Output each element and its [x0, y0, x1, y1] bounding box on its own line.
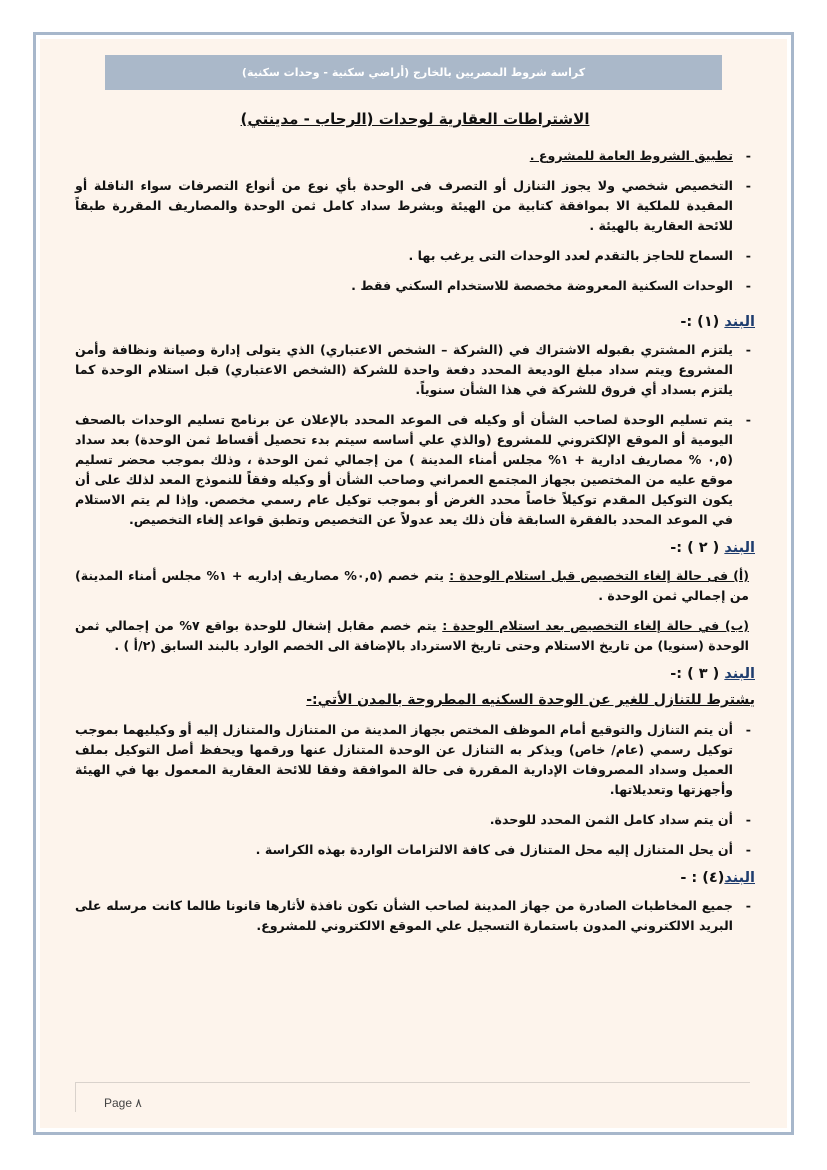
section-number: ( ٢ ) :-	[670, 540, 725, 556]
list-item	[75, 340, 755, 400]
intro-item-text: تطبيق الشروط العامة للمشروع .	[529, 148, 733, 163]
section2-paragraph-a	[75, 566, 755, 606]
section-heading-2	[75, 540, 755, 556]
section-heading-1	[75, 314, 755, 330]
dash-bullet: -	[745, 842, 751, 857]
list-item	[75, 810, 755, 830]
section3-subheading: يشترط للتنازل للغير عن الوحدة السكنيه المطروحة بالمدن الأتي:-	[306, 692, 755, 708]
section4-item-text: جميع المخاطبات الصادرة من جهاز المدينة لصاحب الشأن تكون نافذة لأثارها قانونا طالما كانت مرسله على البريد الالكتروني المدون باستمارة التسجيل علي الموقع الالكتروني للمشروع.	[75, 898, 733, 933]
list-item	[75, 410, 755, 530]
section-heading-3	[75, 666, 755, 682]
list-item	[75, 246, 755, 266]
main-title: الاشتراطات العقارية لوحدات (الرحاب - مدينتي)	[240, 110, 590, 128]
header-banner	[105, 55, 722, 90]
section1-item-text: يلتزم المشتري بقبوله الاشتراك في (الشركة – الشخص الاعتباري) الذي يتولى إدارة وصيانة ونظافة وأمن المشروع ويتم سداد مبلغ الوديعة المحدد دفعة واحدة للشركة (الشخص الاعتباري) قبل استلام الوحدة كما يلتزم بسداد أي فروق للشركة في هذا الشأن سنوياً.	[75, 342, 733, 397]
dash-bullet: -	[745, 722, 751, 737]
dash-bullet: -	[745, 412, 751, 427]
intro-item-text: الوحدات السكنية المعروضة مخصصة للاستخدام السكني فقط .	[351, 278, 733, 293]
dash-bullet: -	[745, 248, 751, 263]
list-item	[75, 146, 755, 166]
list-item	[75, 840, 755, 860]
section3-item-text: أن يتم التنازل والتوقيع أمام الموظف المختص بجهاز المدينة من المتنازل والمتنازل إليه أو وكيليهما بموجب توكيل رسمي (عام/ خاص) ويذكر به التنازل عن الوحدة المتنازل عنها ورقمها ويحفظ أصل التوكيل بملف العميل وسداد المصروفات الإدارية المقررة فى حالة الموافقة وفقا للائحة العقارية المعمول بها في الهيئة وأجهزتها وتعديلاتها.	[75, 722, 733, 797]
section-word: البند	[724, 666, 755, 682]
section-word: البند	[724, 314, 755, 330]
section1-item-text: يتم تسليم الوحدة لصاحب الشأن أو وكيله فى الموعد المحدد بالإعلان عن برنامج تسليم الوحدات بالصحف اليومية أو الموقع الإلكتروني للمشروع (والذي علي أساسه سيتم بدء تحصيل أقساط ثمن الوحدة) بعد سداد (٠,٥ % مصاريف ادارية + ١% مجلس أمناء المدينة ) من إجمالي ثمن الوحدة ، وذلك بموجب محضر تسليم موقع عليه من المختصين بجهاز المجتمع العمراني وصاحب الشأن أو وكيله وفقاً للنموذج المعد لذلك على أن يكون التوكيل المقدم توكيلاً خاصاً محدد الغرض أو بموجب توكيل عام رسمي مخصص. وإذا لم يتم الاستلام في الموعد المحدد بالفقرة السابقة فأن ذلك يعد عدولاً عن التخصيص وتطبق قواعد إلغاء التخصيص.	[75, 412, 734, 527]
section-number: (٤) : -	[680, 870, 725, 886]
paragraph-a-label: (أ) فى حالة إلغاء التخصيص قبل استلام الوحدة :	[449, 568, 749, 583]
footer-divider	[75, 1082, 750, 1083]
page-number: Page ٨	[104, 1096, 142, 1110]
section3-item-text: أن يحل المتنازل إليه محل المتنازل فى كافة الالتزامات الواردة بهذه الكراسة .	[255, 842, 733, 857]
document-body	[75, 110, 755, 946]
section3-item-text: أن يتم سداد كامل الثمن المحدد للوحدة.	[489, 812, 733, 827]
dash-bullet: -	[745, 898, 751, 913]
dash-bullet: -	[745, 278, 751, 293]
paragraph-b-label: (ب) في حالة إلغاء التخصيص بعد استلام الوحدة :	[442, 618, 749, 633]
header-title: كراسة شروط المصريين بالخارج (أراضي سكنية - وحدات سكنية)	[241, 66, 586, 79]
list-item	[75, 896, 755, 936]
dash-bullet: -	[745, 148, 751, 163]
list-item	[75, 176, 755, 236]
dash-bullet: -	[745, 178, 751, 193]
section-word: البند	[724, 870, 755, 886]
intro-item-text: التخصيص شخصي ولا يجوز التنازل أو التصرف فى الوحدة بأي نوع من أنواع التصرفات سواء الناقلة أو المقيدة للملكية الا بموافقة كتابية من الهيئة وبشرط سداد كامل ثمن الوحدة والمصاريف المقررة طبقاً للائحة العقارية بالهيئة .	[75, 178, 733, 233]
dash-bullet: -	[745, 342, 751, 357]
list-item	[75, 720, 755, 800]
section-number: (١) :-	[680, 314, 725, 330]
paragraph-b-text: يتم خصم مقابل إشغال للوحدة بواقع ٧% من إجمالي ثمن الوحدة (سنويا) من تاريخ الاستلام وحتى تاريخ الاسترداد بالإضافة الى الخصم الوارد بالبند السابق (٢/أ ) .	[75, 618, 749, 653]
list-item	[75, 276, 755, 296]
footer-vertical-rule	[75, 1082, 76, 1112]
section-number: ( ٣ ) :-	[670, 666, 725, 682]
section-word: البند	[724, 540, 755, 556]
intro-item-text: السماح للحاجز بالتقدم لعدد الوحدات التى يرغب بها .	[408, 248, 733, 263]
section-heading-4	[75, 870, 755, 886]
paragraph-a-text: يتم خصم (٠,٥% مصاريف إداريه + ١% مجلس أمناء المدينة) من إجمالي ثمن الوحدة .	[75, 568, 749, 603]
section2-paragraph-b	[75, 616, 755, 656]
dash-bullet: -	[745, 812, 751, 827]
